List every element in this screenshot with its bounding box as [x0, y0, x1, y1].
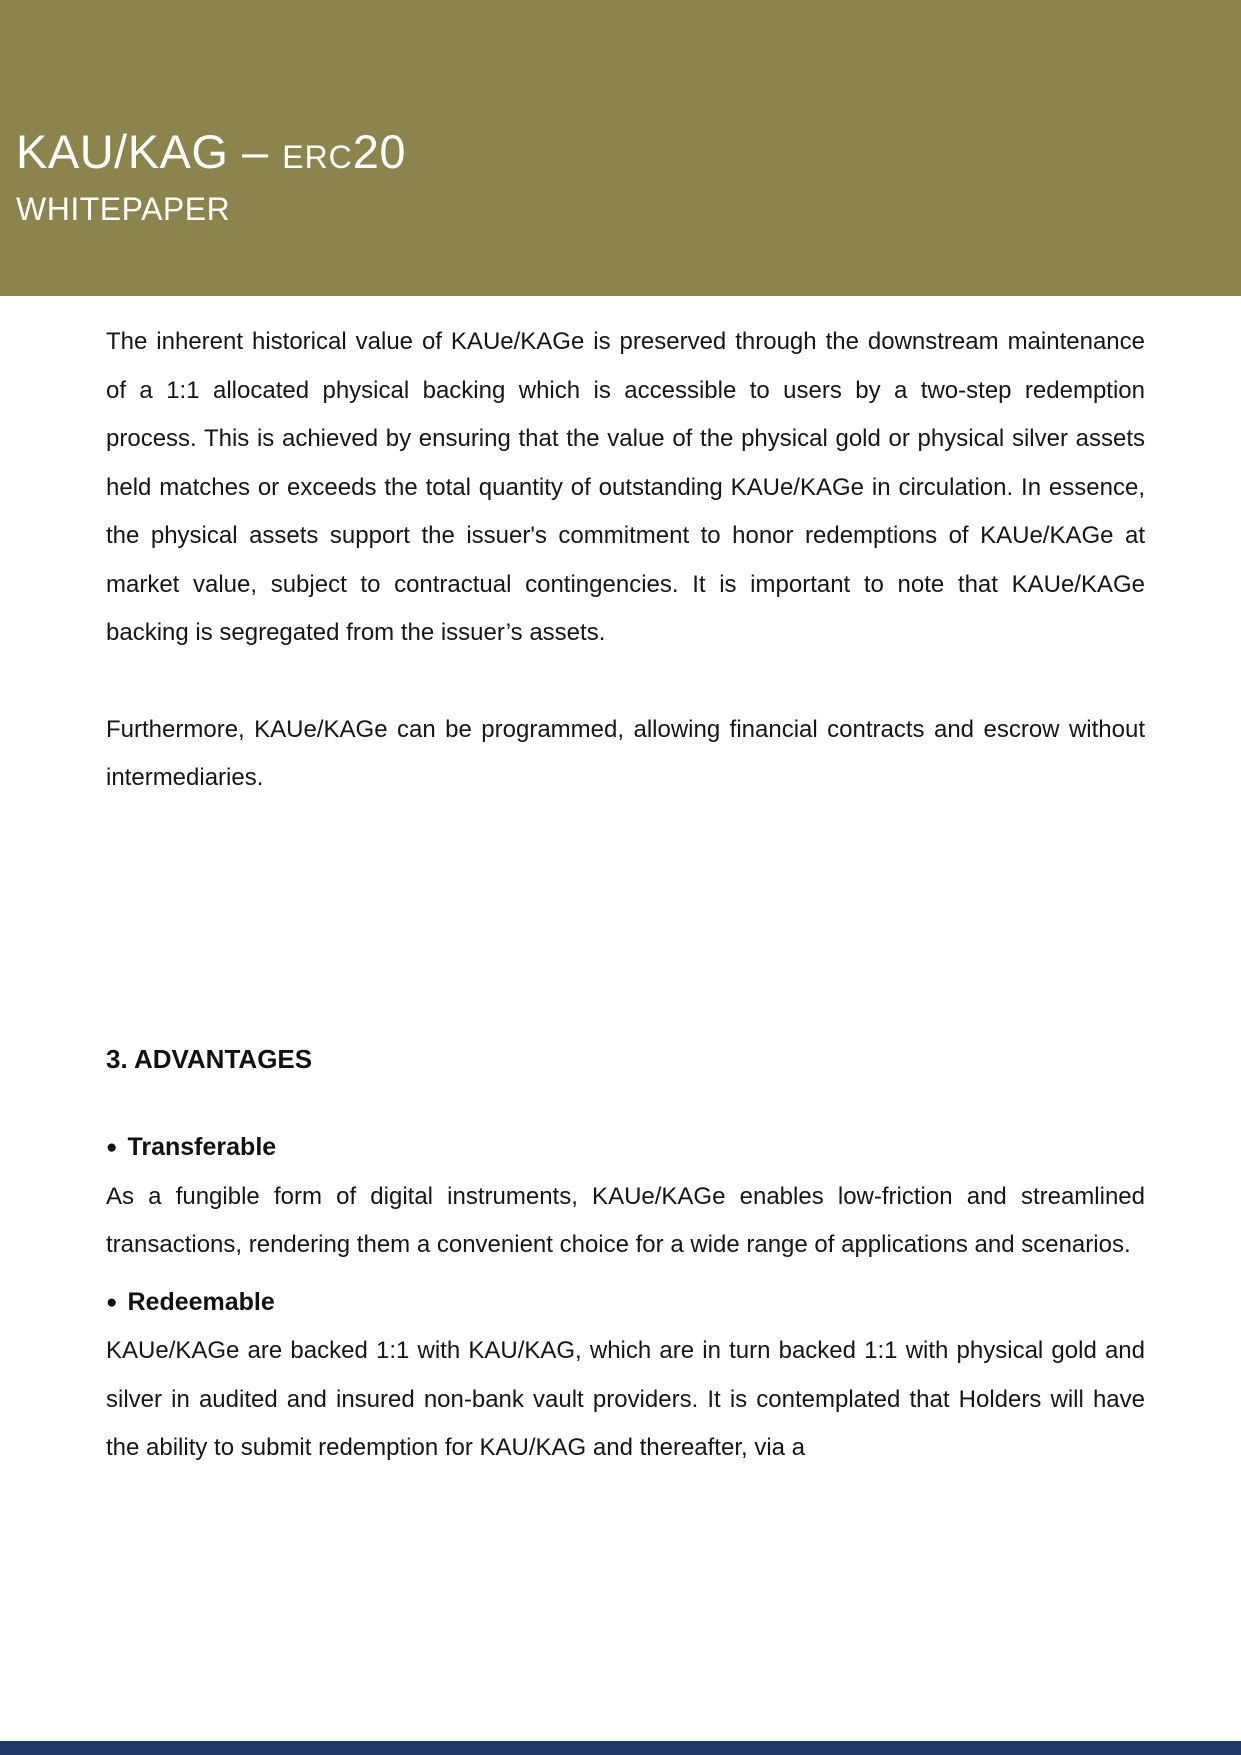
- title-line-2: WHITEPAPER: [16, 191, 231, 227]
- bullet-icon: ●: [106, 1291, 118, 1313]
- title-main-text: KAU/KAG –: [16, 125, 283, 178]
- advantage-label-redeemable: Redeemable: [127, 1287, 275, 1316]
- page-title: [16, 126, 1201, 235]
- advantage-label-transferable: Transferable: [127, 1133, 277, 1161]
- title-erc20-number: 20: [352, 125, 407, 178]
- paragraph-programmability: Furthermore, KAUe/KAGe can be programmed, allowing financial contracts and escrow without intermediaries.: [106, 715, 1145, 791]
- paragraph-backing: The inherent historical value of KAUe/KAGe is preserved through the downstream maintenance of a 1:1 allocated physical backing which is accessible to users by a two-step redemption process. This is achieved by ensuring that the value of the physical gold or physical silver assets held matches or exceeds the total quantity of outstanding KAUe/KAGe in circulation. In essence, the physical assets support the issuer's commitment to honor redemptions of KAUe/KAGe at market value, subject to contractual contingencies. It is important to note that KAUe/KAGe backing is segregated from the issuer’s assets.: [106, 328, 1145, 646]
- section-heading-advantages: 3. ADVANTAGES: [106, 1043, 313, 1074]
- document-body: [106, 318, 1145, 1473]
- footer-bar: [0, 1741, 1241, 1755]
- advantage-heading-redeemable: [106, 1278, 1145, 1328]
- paragraph-transferable: As a fungible form of digital instruments, KAUe/KAGe enables low-friction and streamlined transactions, rendering them a convenient choice for a wide range of applications and scenarios.: [106, 1182, 1145, 1258]
- paragraph-redeemable: KAUe/KAGe are backed 1:1 with KAU/KAG, which are in turn backed 1:1 with physical gold and silver in audited and insured non-bank vault providers. It is contemplated that Holders will have the ability to submit redemption for KAU/KAG and thereafter, via a: [106, 1337, 1145, 1461]
- advantage-heading-transferable: [106, 1123, 1145, 1173]
- title-line-1: [16, 126, 1201, 183]
- bullet-icon: ●: [106, 1137, 118, 1158]
- title-erc-text: ERC: [282, 139, 353, 175]
- header-banner: [0, 0, 1241, 296]
